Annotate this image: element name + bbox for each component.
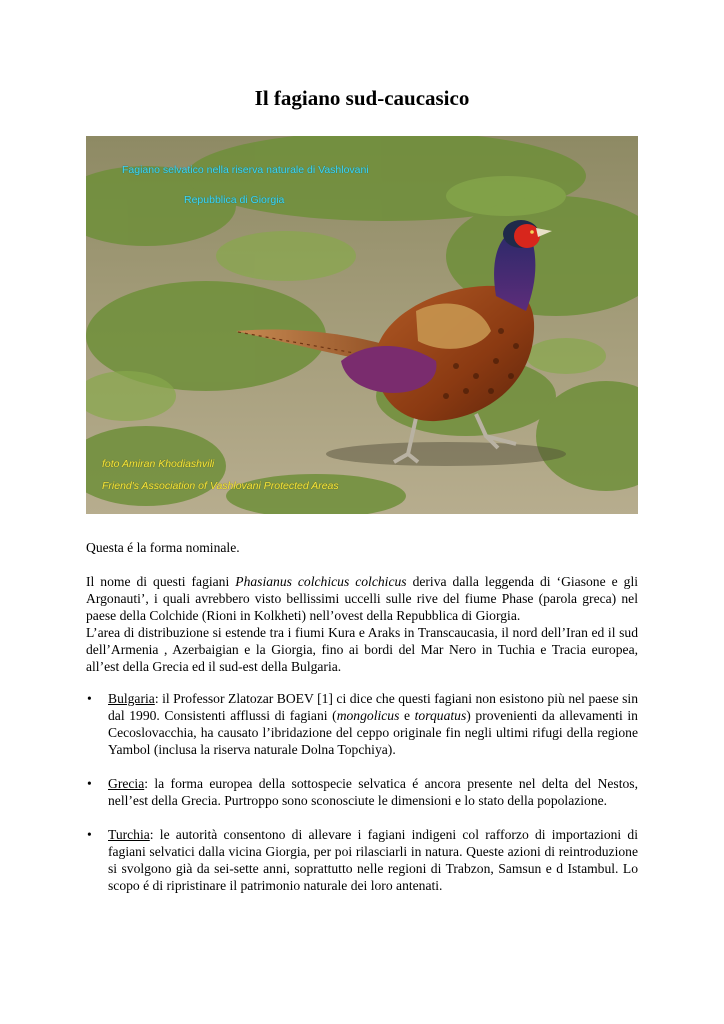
list-item-bulgaria bbox=[86, 690, 638, 758]
list-item-turchia bbox=[86, 826, 638, 894]
photo-caption-title: Fagiano selvatico nella riserva naturale di Vashlovani bbox=[122, 164, 369, 176]
distribution-text: L’area di distribuzione si estende tra i fiumi Kura e Araks in Transcaucasia, il nord dell’Iran ed il sud dell’Armenia , Azerbaigian e la Giorgia, fino ai bordi del Mar Nero in Tuchia e Tracia europea, all’est della Grecia ed il sud-est della Bulgaria. bbox=[86, 625, 638, 674]
photo-credit-author: foto Amiran Khodiashvili bbox=[102, 458, 215, 470]
list-item-text: : le autorità consentono di allevare i fagiani indigeni col rafforzo di importazioni di fagiani selvatici dalla vicina Giorgia, per poi rilasciarli in natura. Queste azioni di reintroduzione si svolgono già da sei-sette anni, soprattutto nelle regioni di Trabzon, Samsun e d Istambul. Lo scopo é di ripristinare il patrimonio naturale dei loro antenati. bbox=[108, 827, 638, 893]
species-name: Phasianus colchicus colchicus bbox=[235, 574, 407, 589]
description-paragraph bbox=[86, 573, 638, 675]
country-label: Grecia bbox=[108, 776, 145, 791]
country-list bbox=[86, 690, 638, 911]
photo-credit-organization: Friend's Association of Vashlovani Protected Areas bbox=[102, 480, 339, 492]
list-item-text: e bbox=[399, 708, 415, 723]
pheasant-photo bbox=[86, 136, 638, 514]
list-item-text: ) provenienti da allevamenti in Cecoslovacchia, ha causato l’ibridazione del ceppo originale fin negli ultimi rifugi della regione Yambol (inclusa la riserva naturale Dolna Topchiya). bbox=[108, 708, 638, 757]
intro-paragraph: Questa é la forma nominale. bbox=[86, 540, 240, 555]
photo-caption-country: Repubblica di Giorgia bbox=[184, 194, 285, 206]
subspecies-name: torquatus bbox=[414, 708, 467, 723]
page-title: Il fagiano sud-caucasico bbox=[254, 86, 470, 110]
country-label: Bulgaria bbox=[108, 691, 155, 706]
list-item-grecia bbox=[86, 775, 638, 809]
subspecies-name: mongolicus bbox=[336, 708, 400, 723]
country-label: Turchia bbox=[108, 827, 150, 842]
list-item-text: : la forma europea della sottospecie selvatica é ancora presente nel delta del Nestos, nell’est della Grecia. Purtroppo sono sconosciute le dimensioni e lo stato della popolazione. bbox=[108, 776, 638, 808]
description-text: Il nome di questi fagiani bbox=[86, 574, 236, 589]
description-text: deriva dalla leggenda di ‘Giasone e gli Argonauti’, i quali avrebbero visto bellissimi uccelli sulle rive del fiume Phase (parola greca) nel paese della Colchide (Rioni in Kolkheti) nell’ovest della Repubblica di Giorgia. bbox=[86, 574, 638, 623]
list-item-text: : il Professor Zlatozar BOEV [1] ci dice che questi fagiani non esistono più nel paese sin dal 1990. Consistenti afflussi di fagiani ( bbox=[108, 691, 638, 723]
